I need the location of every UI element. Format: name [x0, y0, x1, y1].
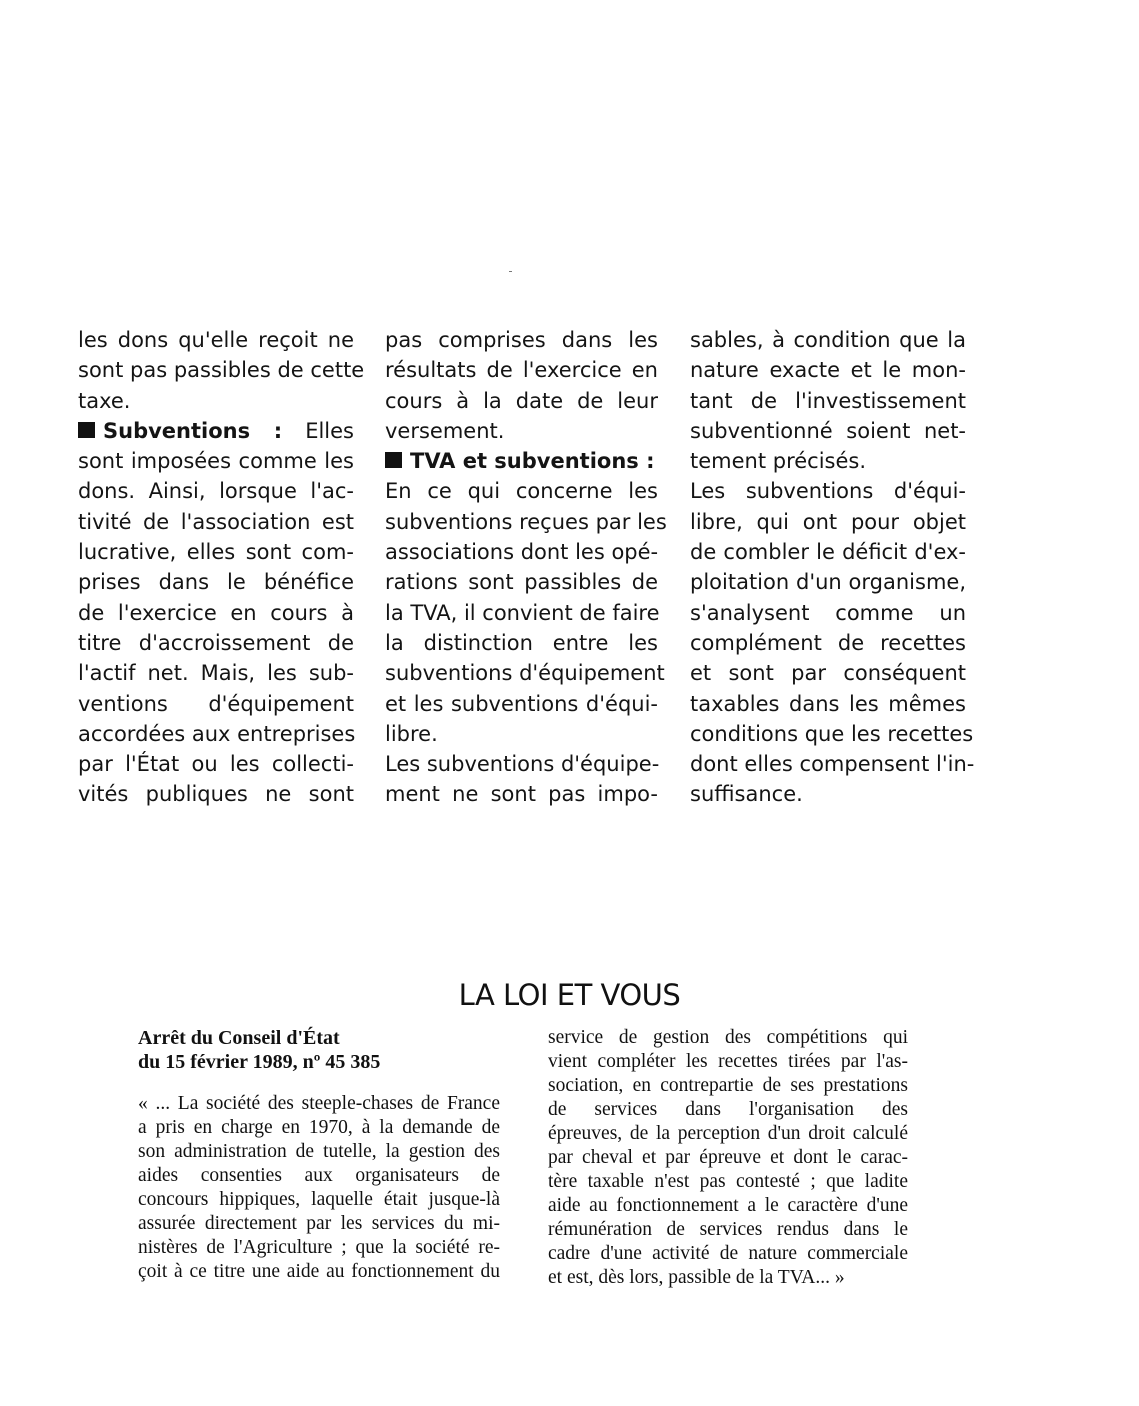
- quote-line: par cheval et par épreuve et dont le carac-: [548, 1147, 908, 1168]
- text-line: ventions d'équipement: [78, 691, 354, 716]
- spacer: [138, 1074, 500, 1092]
- quote-line: aide au fonctionnement a le caractère d'une: [548, 1195, 908, 1216]
- text-line: conditions que les recettes: [690, 721, 974, 746]
- text-line: Les subventions d'équipe-: [385, 752, 660, 777]
- text-line: En ce qui concerne les: [385, 479, 658, 504]
- quote-line: a pris en charge en 1970, à la demande de: [138, 1117, 500, 1138]
- text-line: dons. Ainsi, lorsque l'ac-: [78, 479, 354, 504]
- text-line: résultats de l'exercice en: [385, 358, 658, 383]
- text-line: de l'exercice en cours à: [78, 600, 354, 625]
- article-column-3: [690, 325, 975, 810]
- text-line: subventions d'équipement: [385, 661, 665, 686]
- heading-continuation: Elles: [305, 418, 354, 443]
- text-line: Les subventions d'équi-: [690, 479, 966, 504]
- text-line: versement.: [385, 418, 505, 443]
- text-line: et les subventions d'équi-: [385, 691, 658, 716]
- quote-line: service de gestion des compétitions qui: [548, 1027, 908, 1048]
- quote-line: aides consenties aux organisateurs de: [138, 1165, 500, 1186]
- text-line: ment ne sont pas impo-: [385, 782, 658, 807]
- quote-line: sociation, en contrepartie de ses prestations: [548, 1075, 908, 1096]
- quote-line: « ... La société des steeple-chases de France: [138, 1093, 500, 1114]
- text-line: accordées aux entreprises: [78, 721, 356, 746]
- text-line: titre d'accroissement de: [78, 630, 354, 655]
- text-line: vités publiques ne sont: [78, 782, 354, 807]
- text-line: dont elles compensent l'in-: [690, 752, 975, 777]
- text-line: la distinction entre les: [385, 630, 658, 655]
- text-line: tement précisés.: [690, 449, 867, 474]
- quote-line: çoit à ce titre une aide au fonctionnement du: [138, 1261, 500, 1282]
- text-line: l'actif net. Mais, les sub-: [78, 661, 354, 686]
- article-column-2: [385, 325, 667, 810]
- text-line: pas comprises dans les: [385, 328, 658, 352]
- square-bullet-icon: [385, 452, 402, 468]
- text-line: tant de l'investissement: [690, 388, 966, 413]
- text-line: prises dans le bénéfice: [78, 570, 354, 595]
- quote-line: vient compléter les recettes tirées par l'as-: [548, 1051, 908, 1072]
- text-line: associations dont les opé-: [385, 540, 659, 565]
- text-line: tivité de l'association est: [78, 509, 354, 534]
- text-line: sables, à condition que la: [690, 328, 966, 352]
- quote-line: et est, dès lors, passible de la TVA... »: [548, 1267, 845, 1288]
- quote-line: nistères de l'Agriculture ; que la société re-: [138, 1237, 500, 1258]
- quote-line: tère taxable n'est pas contesté ; que ladite: [548, 1171, 908, 1192]
- text-line: complément de recettes: [690, 630, 966, 655]
- text-line: lucrative, elles sont com-: [78, 540, 354, 565]
- ruling-reference: du 15 février 1989, nº 45 385: [138, 1051, 381, 1073]
- text-line: ploitation d'un organisme,: [690, 570, 966, 595]
- text-line: taxe.: [78, 388, 131, 413]
- text-line: libre, qui ont pour objet: [690, 509, 966, 534]
- square-bullet-icon: [78, 422, 95, 438]
- tva-heading-line: [385, 446, 658, 476]
- text-line: suffisance.: [690, 782, 803, 807]
- print-mark: [509, 271, 512, 272]
- subventions-heading: Subventions :: [103, 418, 283, 443]
- text-line: sont pas passibles de cette: [78, 358, 365, 383]
- ruling-column-2: [548, 1026, 908, 1290]
- subventions-heading-line: [78, 416, 354, 446]
- text-line: cours à la date de leur: [385, 388, 658, 413]
- quote-line: épreuves, de la perception d'un droit calculé: [548, 1123, 908, 1144]
- text-line: la TVA, il convient de faire: [385, 600, 660, 625]
- quote-line: rémunération de services rendus dans le: [548, 1219, 908, 1240]
- quote-line: assurée directement par les services du mi-: [138, 1213, 500, 1234]
- text-line: taxables dans les mêmes: [690, 691, 966, 716]
- heading-prefix: [78, 419, 282, 443]
- text-line: rations sont passibles de: [385, 570, 658, 595]
- ruling-title: Arrêt du Conseil d'État: [138, 1027, 340, 1049]
- text-line: subventions reçues par les: [385, 509, 667, 534]
- quote-line: cadre d'une activité de nature commerciale: [548, 1243, 908, 1264]
- section-title: LA LOI ET VOUS: [458, 978, 681, 1012]
- article-column-1: [78, 325, 365, 810]
- quote-line: son administration de tutelle, la gestion des: [138, 1141, 500, 1162]
- text-line: subventionné soient net-: [690, 418, 966, 443]
- text-line: de combler le déficit d'ex-: [690, 540, 966, 565]
- text-line: par l'État ou les collecti-: [78, 752, 354, 777]
- text-line: s'analysent comme un: [690, 600, 966, 625]
- text-line: et sont par conséquent: [690, 661, 966, 686]
- quote-line: de services dans l'organisation des: [548, 1099, 908, 1120]
- text-line: nature exacte et le mon-: [690, 358, 966, 383]
- text-line: sont imposées comme les: [78, 449, 354, 474]
- text-line: libre.: [385, 721, 438, 746]
- ruling-column-1: [138, 1026, 500, 1284]
- tva-heading: TVA et subventions :: [410, 449, 655, 474]
- quote-line: concours hippiques, laquelle était jusque-là: [138, 1189, 500, 1210]
- text-line: les dons qu'elle reçoit ne: [78, 328, 354, 352]
